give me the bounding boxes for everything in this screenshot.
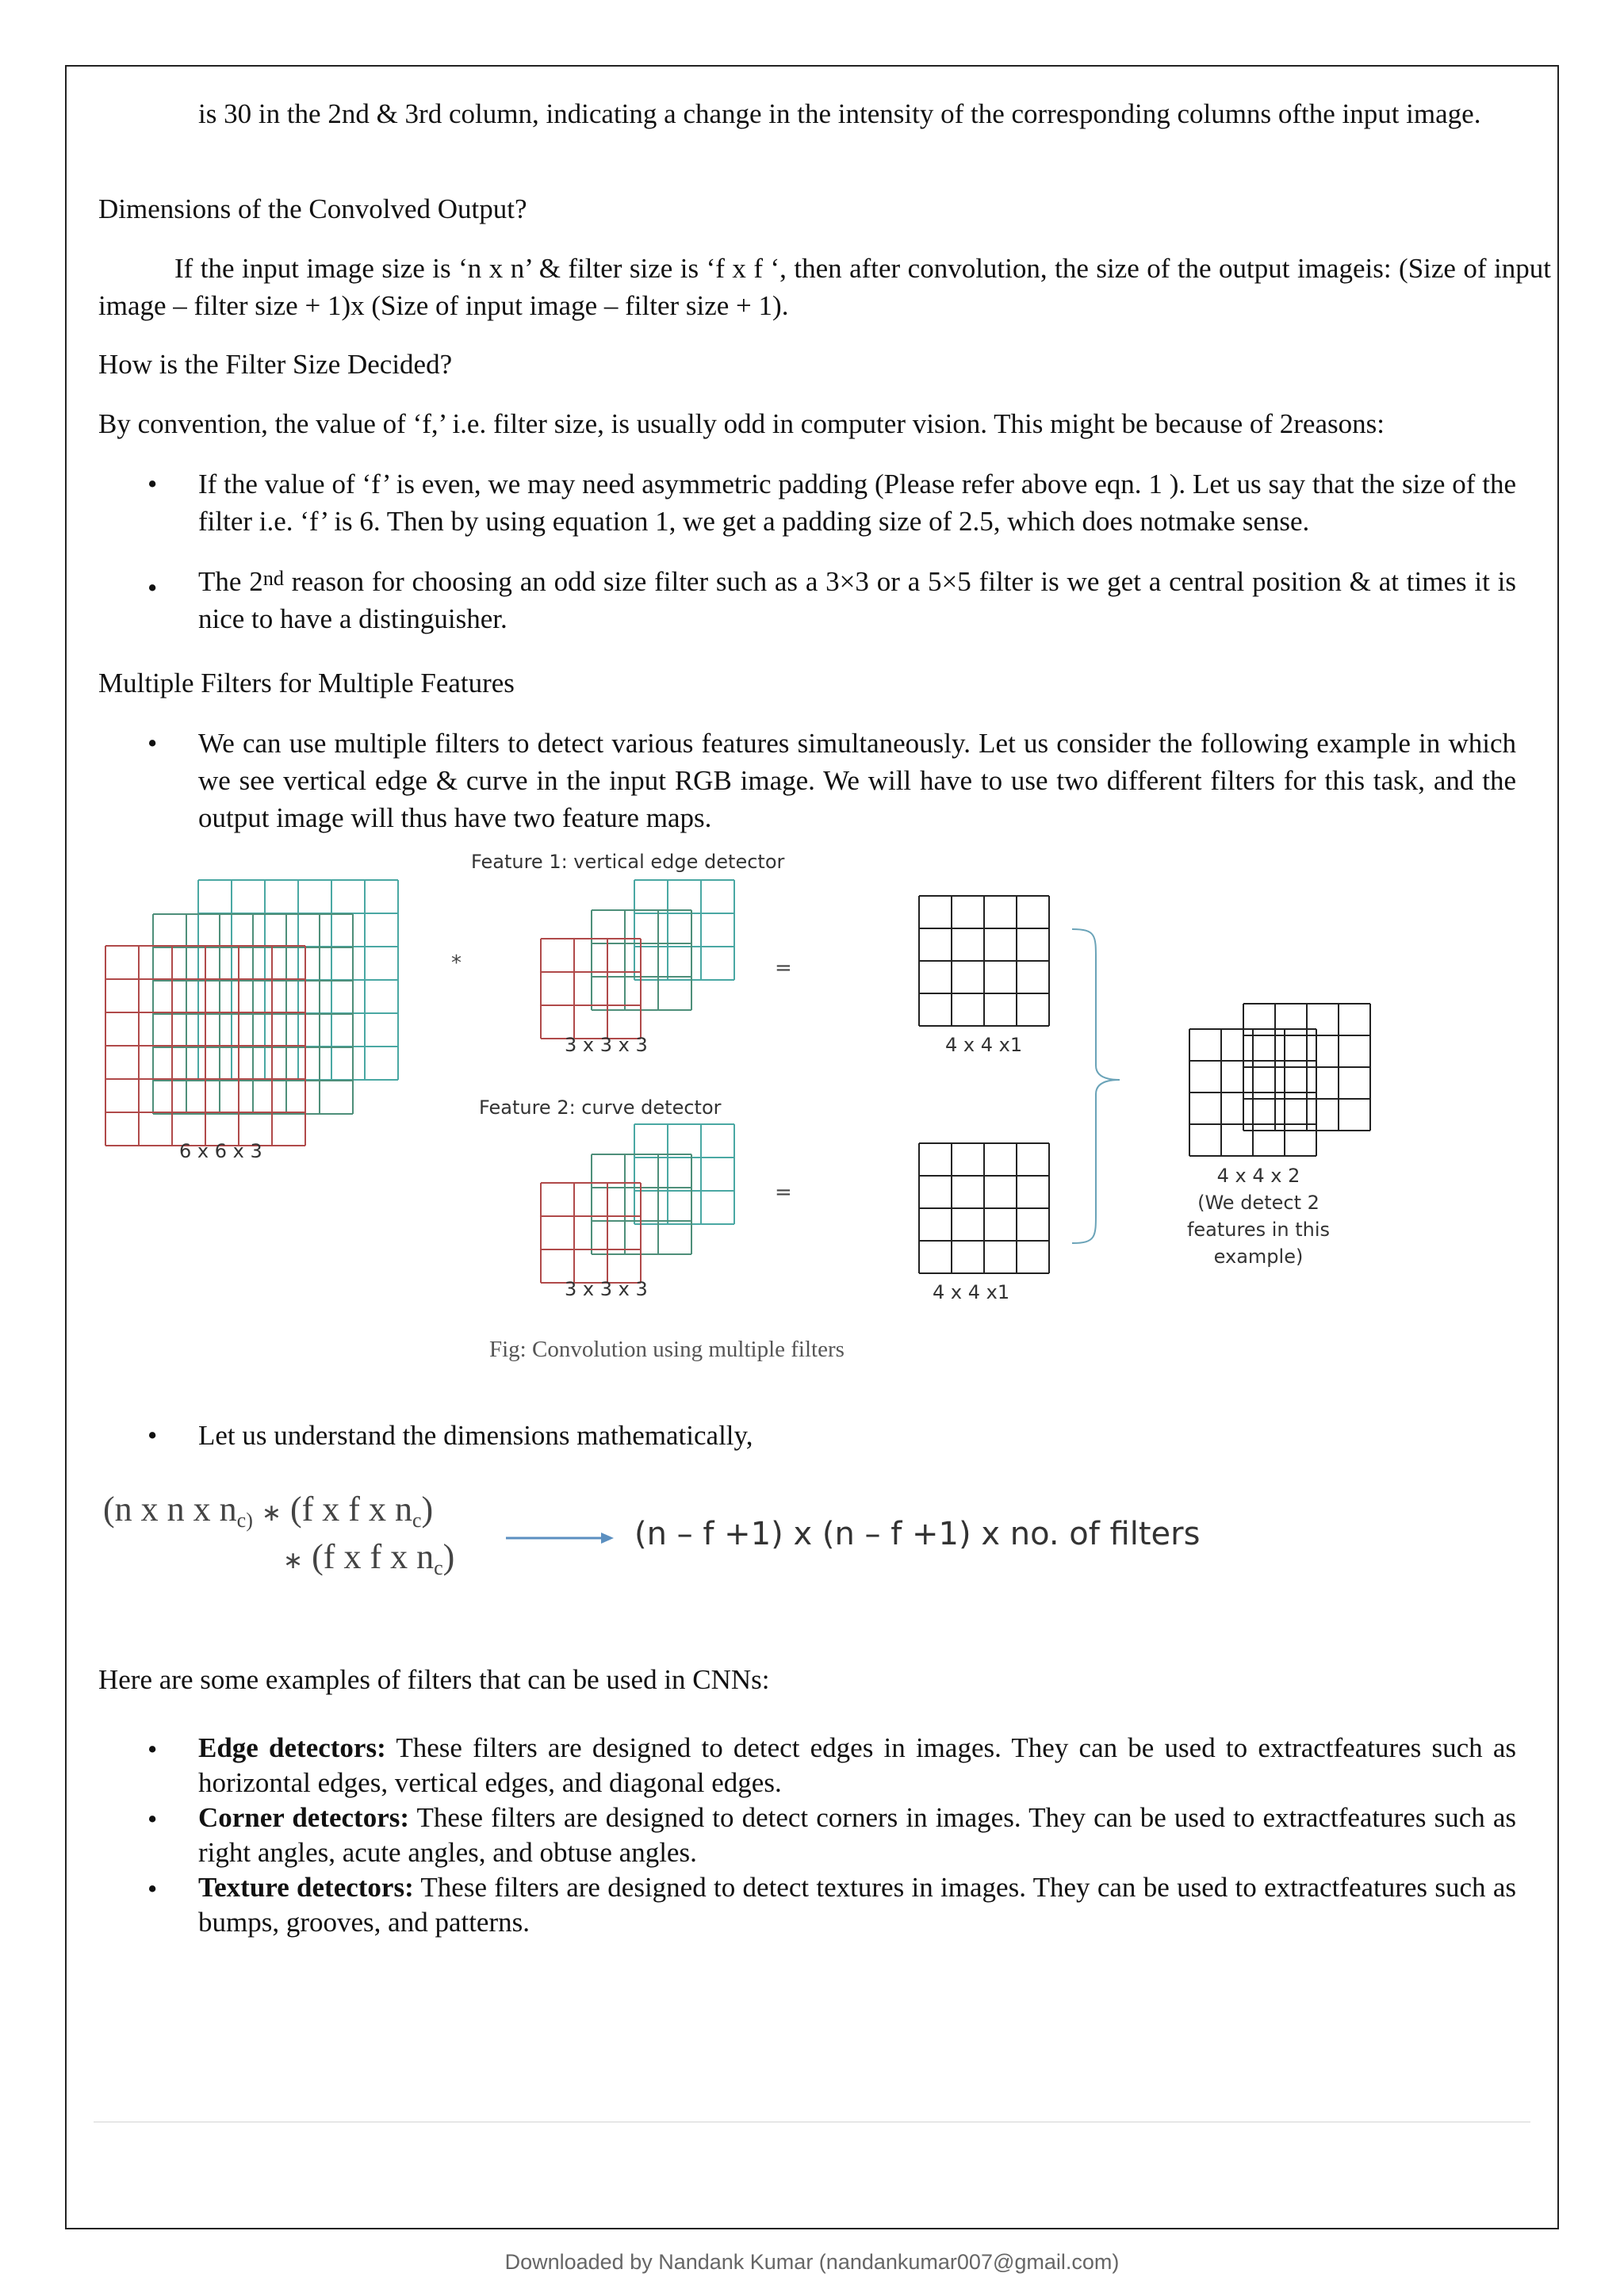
filter-example-desc: These filters are designed to detect corners in images. They can be used to extractfeatures such as right angles, acute angles, and obtuse angles. (198, 1802, 1516, 1868)
bullet-marker: • (147, 469, 158, 499)
reason-text-pre: The 2 (198, 566, 263, 597)
filter-example-texture (198, 1870, 1516, 1940)
output2-label: 4 x 4 x1 (933, 1281, 1010, 1303)
heading-multiple-filters: Multiple Filters for Multiple Features (98, 668, 515, 698)
filter2-label: 3 x 3 x 3 (565, 1278, 648, 1300)
bullet-math: Let us understand the dimensions mathematically, (198, 1420, 753, 1451)
bullet-marker: • (147, 728, 158, 759)
bullet-marker: • (147, 1420, 158, 1451)
equals-symbol-2: = (775, 1181, 792, 1204)
filter1-label: 3 x 3 x 3 (565, 1034, 648, 1056)
download-footer: Downloaded by Nandank Kumar (nandankumar007@gmail.com) (504, 2250, 1120, 2274)
bullet-multiple-filters: We can use multiple filters to detect various features simultaneously. Let us consider the following example in which we see vertical edge & curve in the input RGB image. We will have to use two different filters for this task, and the output image will thus have two feature maps. (198, 728, 1516, 833)
result-label-line: (We detect 2 (1197, 1192, 1320, 1214)
result-front-grid (1189, 1029, 1316, 1156)
filter-example-corner (198, 1800, 1516, 1870)
heading-filter-size: How is the Filter Size Decided? (98, 349, 453, 380)
filter-example-term: Corner detectors: (198, 1802, 410, 1833)
output1-label: 4 x 4 x1 (945, 1034, 1023, 1056)
intro-continuation: is 30 in the 2nd & 3rd column, indicating a change in the intensity of the corresponding columns ofthe input image. (198, 98, 1481, 129)
filter-example-edge (198, 1731, 1516, 1800)
heading-dimensions: Dimensions of the Convolved Output? (98, 193, 527, 224)
bullet-marker: • (147, 1734, 158, 1765)
result-label-line: example) (1213, 1246, 1304, 1268)
bullet-reason-even: If the value of ‘f’ is even, we may need asymmetric padding (Please refer above eqn. 1 ). Let us say that the size of the filter i.e. ‘f’ is 6. Then by using equation 1, we get a padding size of 2.5, which does notmake sense. (198, 469, 1516, 537)
filter1-channel-grid (634, 880, 734, 980)
filter-example-desc: These filters are designed to detect textures in images. They can be used to extractfeatures such as bumps, grooves, and patterns. (198, 1872, 1516, 1938)
bracket-brace (1072, 929, 1120, 1243)
filter2-channel-grid (634, 1124, 734, 1224)
formula-rhs: (n – f +1) x (n – f +1) x no. of filters (634, 1516, 1201, 1552)
reason-superscript: nd (262, 567, 284, 591)
bullet-marker: • (147, 1804, 158, 1835)
paragraph-dimensions: If the input image size is ‘n x n’ & filter size is ‘f x f ‘, then after convolution, the size of the output imageis: (Size of input image – filter size + 1)x (Size of input image – filter size + 1). (98, 253, 1551, 321)
paragraph-filter-size: By convention, the value of ‘f,’ i.e. filter size, is usually odd in computer vision. This might be because of 2reasons: (98, 408, 1385, 439)
bullet-marker: • (147, 1873, 158, 1904)
result-back-grid (1243, 1004, 1370, 1131)
bullet-marker: • (147, 572, 158, 603)
filter-example-desc: These filters are designed to detect edges in images. They can be used to extractfeatures such as horizontal edges, vertical edges, and diagonal edges. (198, 1732, 1516, 1798)
reason-text-post: reason for choosing an odd size filter such as a 3×3 or a 5×5 filter is we get a central position & at times it is nice to have a distinguisher. (198, 566, 1516, 634)
output1-grid (919, 896, 1049, 1026)
conv-symbol: * (451, 951, 462, 975)
output2-grid (919, 1143, 1049, 1273)
feature2-title: Feature 2: curve detector (479, 1096, 722, 1119)
filter-example-term: Texture detectors: (198, 1872, 414, 1903)
input-channel-grid (153, 914, 353, 1114)
paragraph-examples: Here are some examples of filters that can be used in CNNs: (98, 1664, 770, 1695)
filter-example-term: Edge detectors: (198, 1732, 386, 1763)
figure-caption: Fig: Convolution using multiple filters (489, 1337, 845, 1362)
input-channel-grid (105, 946, 305, 1146)
result-label (1159, 1162, 1358, 1270)
formula-lhs-line2: ∗ (f x f x nc) (283, 1537, 455, 1579)
equals-symbol-1: = (775, 956, 792, 980)
convolution-figure (0, 840, 1624, 1380)
result-label-line: 4 x 4 x 2 (1216, 1165, 1300, 1187)
result-label-line: features in this (1186, 1219, 1331, 1241)
feature1-title: Feature 1: vertical edge detector (471, 851, 785, 873)
input-volume-label: 6 x 6 x 3 (179, 1140, 262, 1162)
formula-lhs-line1: (n x n x nc) ∗ (f x f x nc) (103, 1490, 434, 1532)
formula-arrow-icon (504, 1529, 615, 1548)
bullet-reason-central (198, 563, 1516, 637)
